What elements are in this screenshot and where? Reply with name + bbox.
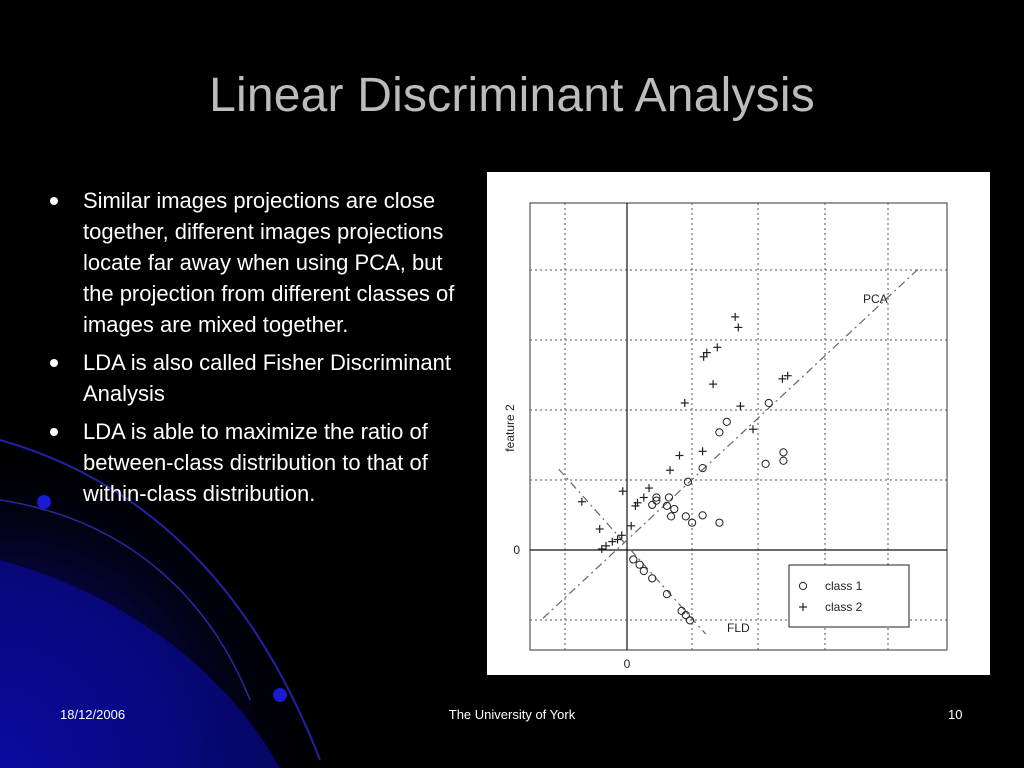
class-1-point (716, 519, 723, 526)
class-2-point (736, 402, 744, 410)
y-tick-label: 0 (513, 543, 520, 557)
bullet-text: LDA is also called Fisher Discriminant Analysis (83, 350, 452, 406)
class-1-point (665, 494, 672, 501)
class-1-point (640, 567, 647, 574)
class-1-point (780, 457, 787, 464)
class-1-point (765, 399, 772, 406)
bullet-item (50, 347, 460, 409)
class-2-point (619, 487, 627, 495)
bullet-dot-icon (50, 428, 58, 436)
fld-annotation: FLD (727, 621, 750, 635)
class-1-point (780, 449, 787, 456)
class-2-point (731, 313, 739, 321)
scatter-chart (487, 172, 990, 675)
class-2-point (640, 494, 648, 502)
class-1-point (716, 429, 723, 436)
class-2-point (645, 484, 653, 492)
fld-line (559, 469, 706, 634)
class-1-point (762, 460, 769, 467)
bullet-item (50, 185, 460, 340)
class-1-point (689, 519, 696, 526)
class-2-point (713, 343, 721, 351)
bullet-text: Similar images projections are close together, different images projections locate far away when using PCA, but the projection from different classes of images are mixed together. (83, 188, 455, 337)
bullet-text: LDA is able to maximize the ratio of between-class distribution to that of within-class distribution. (83, 419, 428, 506)
class-1-point (723, 418, 730, 425)
class-2-point (681, 399, 689, 407)
class-2-point (596, 525, 604, 533)
class-2-point (618, 531, 626, 539)
footer-date: 18/12/2006 (60, 707, 126, 722)
class-2-point (676, 452, 684, 460)
class-2-point (709, 380, 717, 388)
legend-box (789, 565, 909, 627)
bullet-list (50, 185, 460, 516)
class-2-point (666, 466, 674, 474)
class-1-point (649, 501, 656, 508)
class-1-point (636, 561, 643, 568)
class-2-point (608, 538, 616, 546)
class-1-point (699, 512, 706, 519)
footer-organization: The University of York (448, 707, 576, 722)
slide-title: Linear Discriminant Analysis (209, 69, 815, 122)
pca-annotation: PCA (863, 292, 888, 306)
class-1-point (668, 513, 675, 520)
legend-entry: class 2 (825, 600, 863, 614)
class-1-point (671, 505, 678, 512)
class-1-point (630, 556, 637, 563)
class-1-point (649, 575, 656, 582)
legend-entry: class 1 (825, 579, 863, 593)
class-1-point (678, 607, 685, 614)
class-1-point (682, 513, 689, 520)
scatter-figure (487, 172, 990, 675)
bullet-dot-icon (50, 359, 58, 367)
bullet-dot-icon (50, 197, 58, 205)
class-2-point (749, 425, 757, 433)
class-2-point (627, 522, 635, 530)
bullet-item (50, 416, 460, 509)
y-axis-label: feature 2 (503, 404, 517, 452)
x-tick-label: 0 (623, 657, 631, 671)
class-2-point (699, 447, 707, 455)
class-2-point (614, 536, 622, 544)
class-2-point (734, 323, 742, 331)
footer-page-number: 10 (948, 707, 963, 722)
